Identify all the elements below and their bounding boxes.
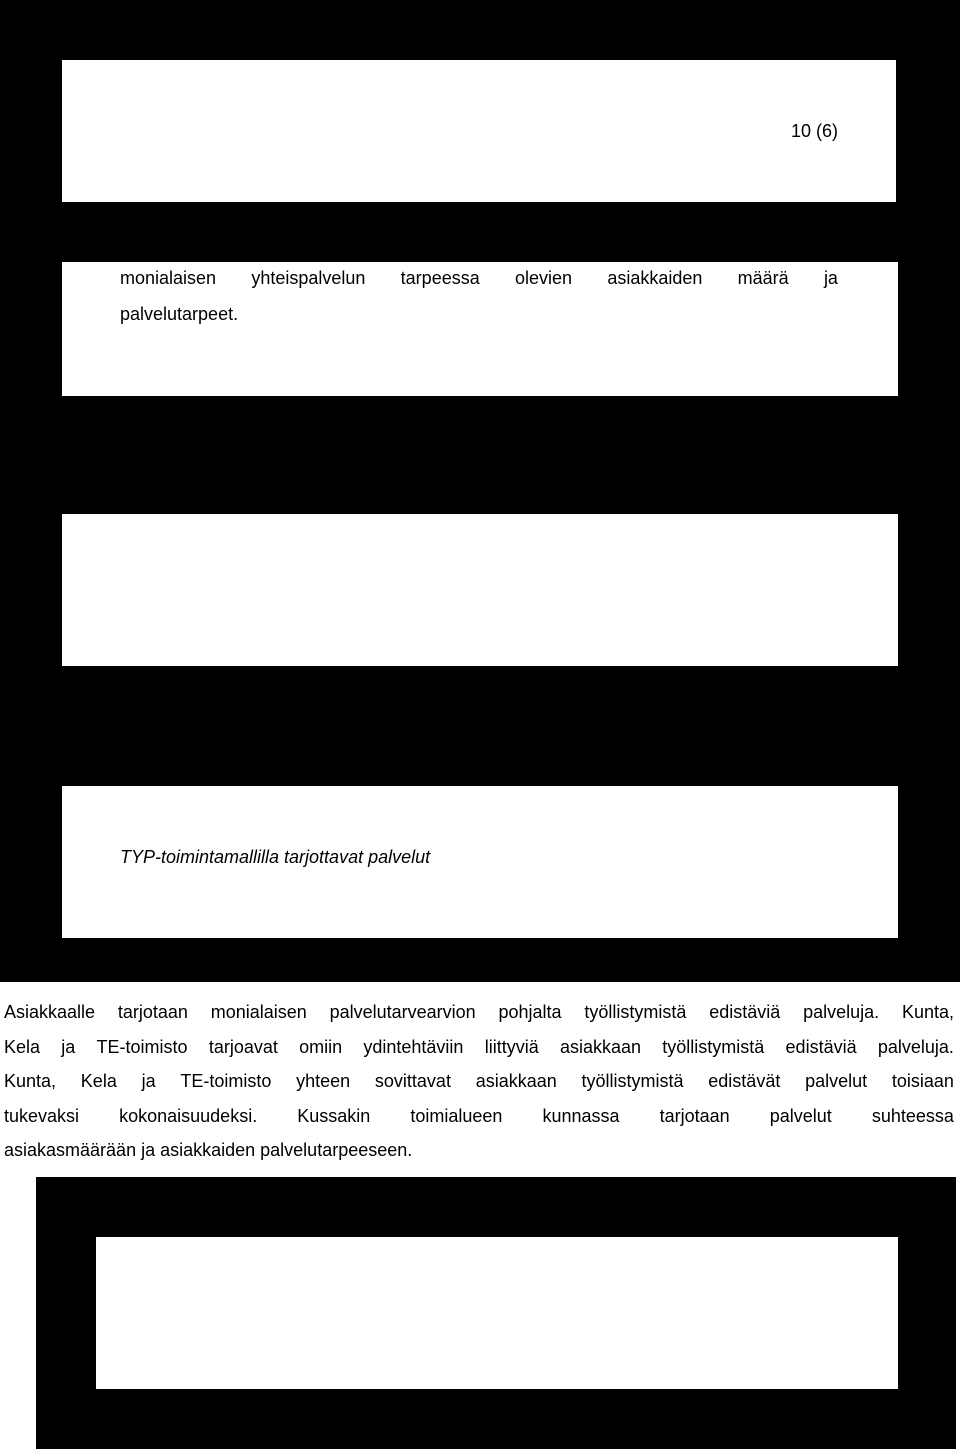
redaction-right-bar-1 [898, 262, 960, 982]
word: palvelut [805, 1071, 868, 1091]
word: asiakkaiden [607, 268, 703, 288]
word: Kela [4, 1036, 41, 1057]
intro-line-1 [120, 267, 838, 289]
word: palveluja. [803, 1002, 880, 1022]
word: ja [61, 1036, 76, 1057]
word: ja [823, 268, 838, 288]
paragraph-last-line: asiakasmäärään ja asiakkaiden palvelutarpeeseen. [4, 1140, 413, 1160]
word: toimialueen [410, 1105, 503, 1126]
word: ja [141, 1071, 156, 1091]
page-number: 10 (6) [790, 121, 838, 141]
word: TE-toimisto [180, 1071, 272, 1091]
word: pohjalta [498, 1002, 562, 1022]
word: ydintehtäviin [363, 1036, 464, 1057]
paragraph-line [4, 1064, 954, 1099]
word: asiakkaan [559, 1036, 642, 1057]
body-paragraph [4, 995, 954, 1168]
word: omiin [299, 1036, 343, 1057]
paragraph-line [4, 1099, 954, 1134]
word: Kunta, [4, 1071, 57, 1091]
word: olevien [515, 268, 573, 288]
word: liittyviä [484, 1036, 539, 1057]
word: työllistymistä [581, 1071, 684, 1091]
redaction-left-bar-1 [0, 262, 62, 982]
header-box [62, 60, 896, 202]
redaction-band-1 [0, 396, 960, 514]
word: suhteessa [871, 1105, 954, 1126]
word: edistävät [708, 1071, 781, 1091]
word: palvelut [769, 1105, 832, 1126]
word: monialaisen [210, 1002, 307, 1022]
word: tarpeessa [400, 268, 480, 288]
word: tukevaksi [4, 1105, 80, 1126]
word: Kunta, [901, 1002, 954, 1022]
word: tarjotaan [117, 1002, 188, 1022]
intro-line-2: palvelutarpeet. [120, 304, 239, 324]
word: tarjotaan [659, 1105, 730, 1126]
word: kokonaisuudeksi. [119, 1105, 258, 1126]
paragraph-line [4, 1030, 954, 1065]
section-heading: TYP-toimintamallilla tarjottavat palvelut [120, 847, 431, 867]
word: edistäviä [785, 1036, 857, 1057]
word: palvelutarvearvion [329, 1002, 476, 1022]
word: Kela [80, 1071, 117, 1091]
redaction-band-3 [0, 938, 960, 982]
word: yhteen [296, 1071, 351, 1091]
redaction-band-2 [0, 666, 960, 786]
word: palveluja. [877, 1036, 954, 1057]
word: tarjoavat [208, 1036, 278, 1057]
paragraph-line [4, 995, 954, 1030]
word: yhteispalvelun [251, 268, 366, 288]
word: Asiakkaalle [4, 1002, 96, 1022]
word: edistäviä [709, 1002, 781, 1022]
word: Kussakin [297, 1105, 371, 1126]
word: asiakkaan [475, 1071, 557, 1091]
word: monialaisen [120, 268, 217, 288]
word: TE-toimisto [96, 1036, 188, 1057]
blank-box-1 [62, 514, 898, 666]
word: kunnassa [542, 1105, 620, 1126]
word: sovittavat [374, 1071, 451, 1091]
word: määrä [737, 268, 789, 288]
blank-box-bottom [96, 1237, 898, 1389]
word: työllistymistä [662, 1036, 765, 1057]
word: toisiaan [891, 1071, 954, 1091]
word: työllistymistä [584, 1002, 687, 1022]
